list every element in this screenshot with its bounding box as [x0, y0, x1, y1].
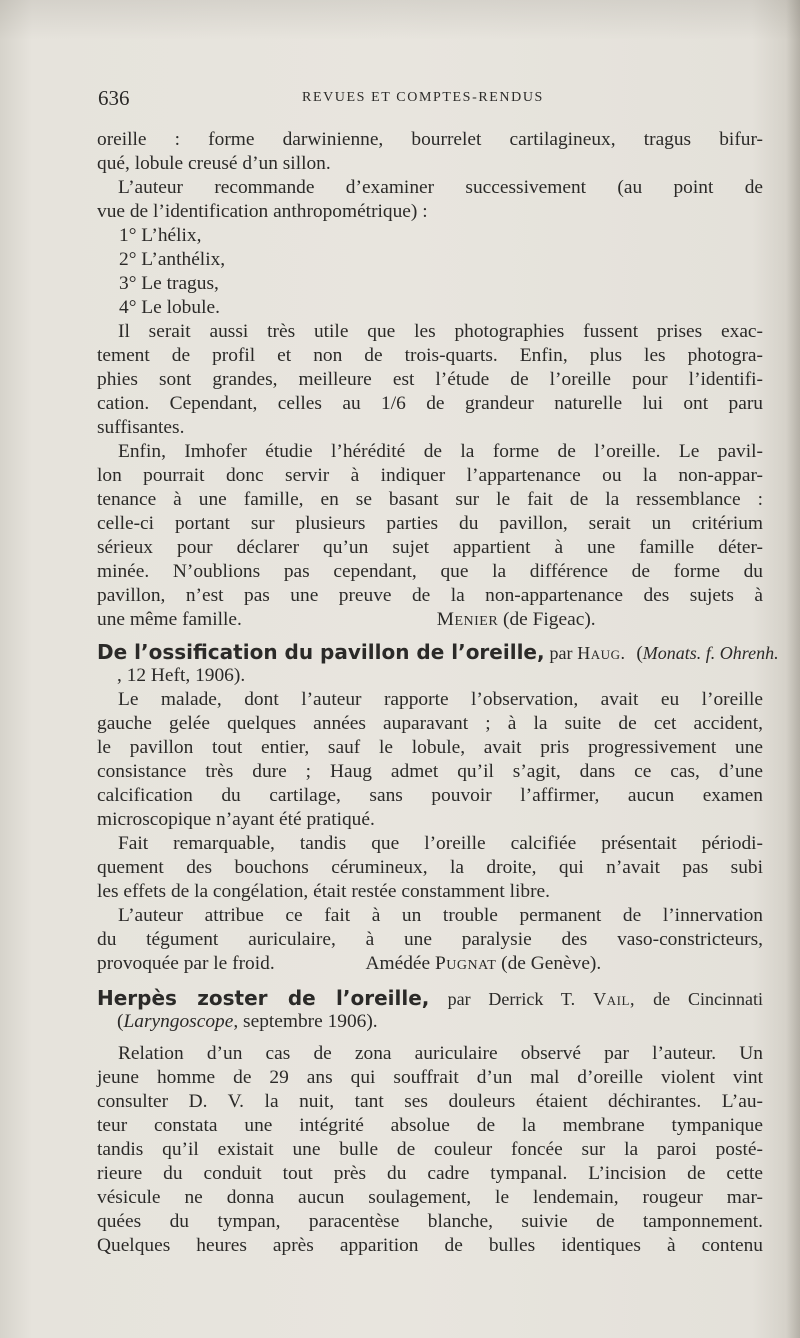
text-line: les effets de la congélation, était restée constamment libre.: [97, 881, 550, 902]
text-line: Le malade, dont l’auteur rapporte l’observation, avait eu l’oreille: [118, 689, 763, 710]
source-open: (: [117, 1011, 124, 1032]
text-line: consulter D. V. la nuit, tant ses douleurs étaient déchirantes. L’au-: [97, 1091, 763, 1112]
article-author: Haug.: [577, 643, 626, 663]
article-heading: [97, 640, 779, 666]
text-fragment: une même famille.: [97, 609, 242, 630]
text-line: Quelques heures après apparition de bulles identiques à contenu: [97, 1235, 763, 1256]
article-source-line: [97, 664, 763, 688]
article-heading: [97, 986, 763, 1012]
source-rest: , septembre 1906).: [233, 1011, 378, 1032]
text-line-with-signature: [97, 608, 763, 632]
running-title: REVUES ET COMPTES-RENDUS: [302, 90, 544, 105]
list-item: 1° L’hélix,: [119, 225, 202, 246]
source-rest: , 12 Heft, 1906).: [117, 665, 246, 686]
page-body: [97, 128, 779, 1258]
text-line-with-signature: [97, 952, 763, 976]
list-item: 2° L’anthélix,: [119, 249, 226, 270]
text-line: tement de profil et non de trois-quarts. Enfin, plus les photogra-: [97, 345, 763, 366]
text-line: le pavillon tout entier, sauf le lobule, avait pris progressivement une: [97, 737, 763, 758]
text-line: quement des bouchons cérumineux, la droite, qui n’avait pas subi: [97, 857, 763, 878]
source-open: (: [636, 643, 643, 664]
text-line: sérieux pour déclarer qu’un sujet appartient à une famille déter-: [97, 537, 763, 558]
article-place: de Cincinnati: [653, 989, 763, 1009]
text-line: Enfin, Imhofer étudie l’hérédité de la forme de l’oreille. Le pavil-: [118, 441, 763, 462]
text-line: vésicule ne donna aucun soulagement, le lendemain, rougeur mar-: [97, 1187, 763, 1208]
text-line: du tégument auriculaire, à une paralysie des vaso-constricteurs,: [97, 929, 763, 950]
spacer: [97, 1034, 763, 1042]
text-line: consistance très dure ; Haug admet qu’il s’agit, dans ce cas, d’une: [97, 761, 763, 782]
source-journal: Laryngoscope: [123, 1011, 234, 1032]
article-by: par: [549, 643, 573, 663]
running-head: [98, 86, 762, 116]
page-shadow-right: [786, 0, 800, 1338]
article-author: Vail,: [593, 989, 635, 1009]
list-item: 3° Le tragus,: [119, 273, 219, 294]
text-line: celle-ci portant sur plusieurs parties du pavillon, serait un critérium: [97, 513, 763, 534]
signature-place: (de Genève).: [501, 953, 602, 974]
text-line: gauche gelée quelques années auparavant ; à la suite de cet accident,: [97, 713, 763, 734]
text-line: teur constata une intégrité absolue de la membrane tympanique: [97, 1115, 763, 1136]
text-line: qué, lobule creusé d’un sillon.: [97, 153, 331, 174]
article-source-line: [97, 1010, 763, 1034]
text-line: pavillon, n’est pas une preuve de la non-appartenance des sujets à: [97, 585, 763, 606]
text-line: L’auteur recommande d’examiner successivement (au point de: [118, 177, 763, 198]
text-fragment: provoquée par le froid.: [97, 953, 275, 974]
text-line: vue de l’identification anthropométrique) :: [97, 201, 428, 222]
text-line: tandis qu’il existait une bulle de couleur foncée sur la paroi posté-: [97, 1139, 763, 1160]
text-line: lon pourrait donc servir à indiquer l’appartenance ou la non-appar-: [97, 465, 763, 486]
text-line: Relation d’un cas de zona auriculaire observé par l’auteur. Un: [118, 1043, 763, 1064]
text-line: microscopique n’ayant été pratiqué.: [97, 809, 375, 830]
text-line: cation. Cependant, celles au 1/6 de grandeur naturelle lui ont paru: [97, 393, 763, 414]
article-by: par Derrick T.: [447, 989, 576, 1009]
spacer: [97, 632, 763, 640]
text-line: rieure du conduit tout près du cadre tympanal. L’incision de cette: [97, 1163, 763, 1184]
text-line: tenance à une famille, en se basant sur le fait de la ressemblance :: [97, 489, 763, 510]
signature-name: Pugnat: [435, 953, 497, 974]
signature-first: Amédée: [365, 953, 431, 974]
signature-name: Menier: [436, 609, 499, 630]
article-title: De l’ossification du pavillon de l’oreille,: [97, 640, 545, 664]
signature-place: (de Figeac).: [503, 609, 596, 630]
text-line: suffisantes.: [97, 417, 185, 438]
text-line: L’auteur attribue ce fait à un trouble permanent de l’innervation: [118, 905, 763, 926]
signature: [437, 608, 596, 632]
text-line: minée. N’oublions pas cependant, que la différence de forme du: [97, 561, 763, 582]
page-shadow-top: [0, 0, 800, 40]
text-line: jeune homme de 29 ans qui souffrait d’un mal d’oreille violent vint: [97, 1067, 763, 1088]
list-item: 4° Le lobule.: [119, 297, 220, 318]
article-title: Herpès zoster de l’oreille,: [97, 986, 430, 1010]
page-number: 636: [98, 86, 130, 110]
text-line: quées du tympan, paracentèse blanche, suivie de tamponnement.: [97, 1211, 763, 1232]
text-line: Il serait aussi très utile que les photographies fussent prises exac-: [118, 321, 763, 342]
source-journal: Monats. f. Ohrenh.: [642, 643, 779, 663]
text-line: Fait remarquable, tandis que l’oreille calcifiée présentait périodi-: [118, 833, 763, 854]
text-line: oreille : forme darwinienne, bourrelet cartilagineux, tragus bifur-: [97, 129, 763, 150]
text-line: phies sont grandes, meilleure est l’étude de l’oreille pour l’identifi-: [97, 369, 763, 390]
signature: [366, 952, 602, 976]
text-line: calcification du cartilage, sans pouvoir l’affirmer, aucun examen: [97, 785, 763, 806]
spacer: [97, 976, 763, 986]
